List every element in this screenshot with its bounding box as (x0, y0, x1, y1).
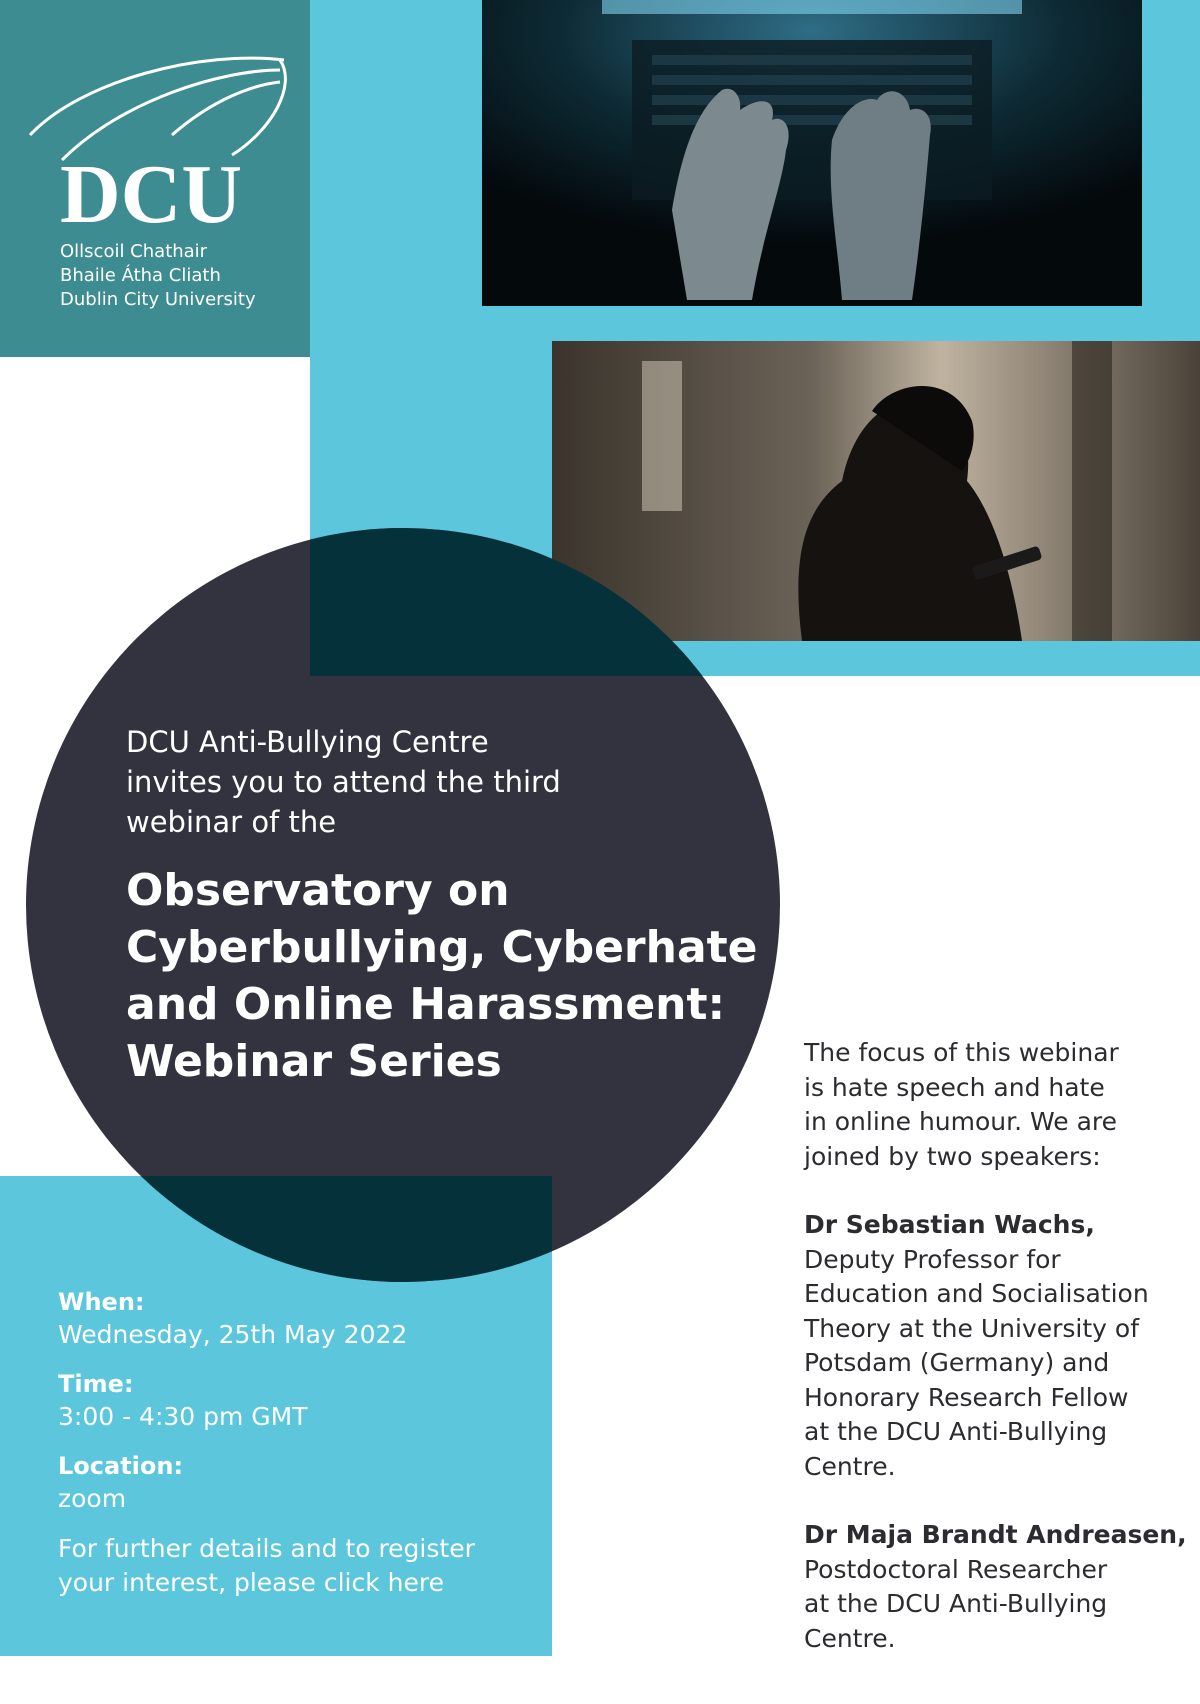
dcu-logo-icon (22, 40, 292, 230)
speaker-name: Dr Maja Brandt Andreasen, (804, 1520, 1187, 1549)
dcu-logo-block (0, 0, 310, 357)
register-link-line: your interest, please click here (58, 1568, 444, 1597)
title-line: Cyberbullying, Cyberhate (126, 922, 758, 973)
speaker-sebastian-wachs (804, 1208, 1194, 1484)
invitation-line: DCU Anti-Bullying Centre (126, 725, 489, 759)
register-link[interactable] (58, 1532, 538, 1600)
title-line: Webinar Series (126, 1036, 502, 1087)
focus-line: in online humour. We are (804, 1107, 1118, 1136)
speaker-name: Dr Sebastian Wachs, (804, 1210, 1095, 1239)
focus-line: is hate speech and hate (804, 1072, 1105, 1102)
photo-hands-typing (482, 0, 1142, 306)
time-label: Time: (58, 1370, 134, 1398)
invitation-text (126, 722, 646, 842)
circle-overlap-top (310, 528, 780, 676)
speaker-bio-line: Centre. (804, 1623, 896, 1653)
speaker-maja-brandt-andreasen (804, 1518, 1194, 1656)
focus-line: joined by two speakers: (804, 1141, 1101, 1171)
speaker-bio-line: at the DCU Anti-Bullying (804, 1417, 1108, 1446)
speaker-bio-line: Honorary Research Fellow (804, 1382, 1129, 1412)
logo-line-irish-1: Ollscoil Chathair (60, 241, 208, 262)
speaker-bio-line: Potsdam (Germany) and (804, 1348, 1110, 1377)
focus-line: The focus of this webinar (804, 1038, 1119, 1067)
event-details (58, 1286, 538, 1600)
location-label: Location: (58, 1452, 184, 1480)
invitation-line: invites you to attend the third (126, 765, 561, 799)
when-label: When: (58, 1288, 145, 1316)
location-value: zoom (58, 1484, 127, 1513)
speaker-bio-line: Education and Socialisation (804, 1279, 1149, 1308)
logo-line-english: Dublin City University (60, 289, 256, 310)
invitation-line: webinar of the (126, 805, 337, 839)
register-link-line: For further details and to register (58, 1534, 475, 1563)
title-line: and Online Harassment: (126, 979, 726, 1030)
circle-overlap-bottom (26, 1176, 552, 1282)
logo-wordmark: DCU (60, 148, 242, 230)
webinar-title (126, 862, 766, 1090)
when-value: Wednesday, 25th May 2022 (58, 1320, 408, 1349)
time-value: 3:00 - 4:30 pm GMT (58, 1402, 308, 1431)
title-line: Observatory on (126, 865, 510, 916)
speaker-bio-line: Centre. (804, 1451, 896, 1481)
webinar-focus (804, 1036, 1184, 1174)
speaker-bio-line: Postdoctoral Researcher (804, 1554, 1108, 1584)
speaker-bio-line: Deputy Professor for (804, 1244, 1061, 1274)
speaker-bio-line: Theory at the University of (804, 1313, 1140, 1343)
speaker-bio-line: at the DCU Anti-Bullying (804, 1589, 1108, 1618)
photo-hands-typing-image (482, 0, 1142, 306)
logo-line-irish-2: Bhaile Átha Cliath (60, 265, 221, 286)
